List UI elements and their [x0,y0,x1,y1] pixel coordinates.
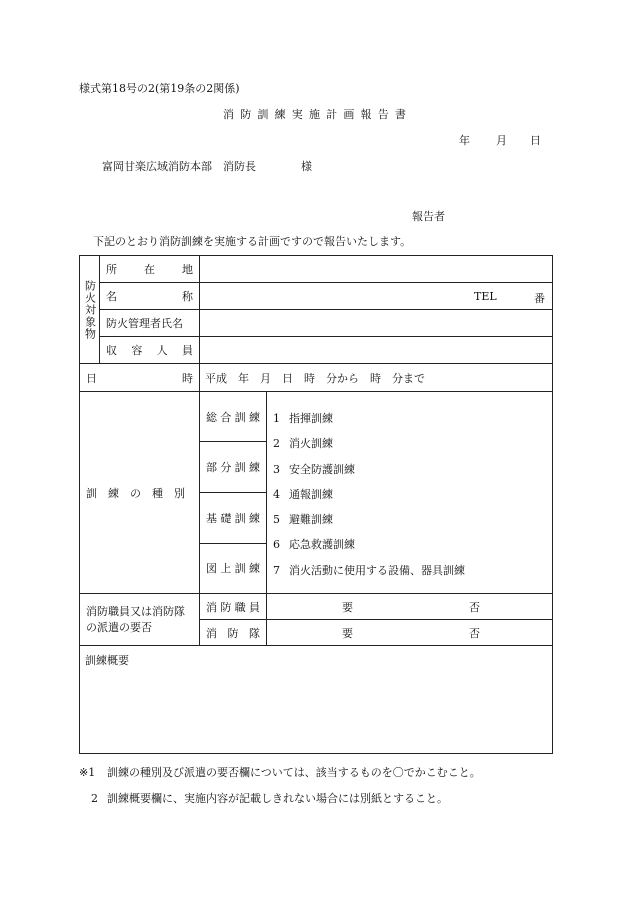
note-1: ※1 訓練の種別及び派遣の要否欄については、該当するものを〇でかこむこと。 [79,766,481,779]
dispatch-staff-field[interactable] [267,594,553,620]
location-label: 所 在 地 [100,256,200,283]
fire-manager-field[interactable] [200,310,553,337]
category-basic[interactable]: 基 礎 訓 練 [200,493,267,543]
category-partial[interactable]: 部 分 訓 練 [200,442,267,493]
category-comprehensive[interactable]: 総 合 訓 練 [200,392,267,442]
report-form-table [79,255,553,754]
form-number: 様式第18号の2(第19条の2関係) [79,82,240,95]
datetime-label: 日 時 [80,364,200,392]
summary-label: 訓練概要 [85,654,129,667]
training-item[interactable]: 4 通報訓練 [273,488,333,501]
training-item-list [267,392,553,594]
year-label: 年 [459,134,470,147]
training-item[interactable]: 7 消火活動に使用する設備、器具訓練 [273,564,465,577]
training-item[interactable]: 3 安全防護訓練 [273,463,355,476]
dispatch-staff-yes[interactable]: 要 [342,600,353,614]
training-item[interactable]: 2 消火訓練 [273,437,333,450]
dispatch-staff-label: 消 防 職 員 [200,594,267,620]
training-item[interactable]: 5 避難訓練 [273,513,333,526]
addressee-honorific: 様 [301,160,312,173]
note-2: 2 訓練概要欄に、実施内容が記載しきれない場合には別紙とすること。 [91,792,448,805]
category-tabletop[interactable]: 図 上 訓 練 [200,543,267,593]
training-item[interactable]: 6 応急救護訓練 [273,538,355,551]
document-title: 消 防 訓 練 実 施 計 画 報 告 書 [223,108,406,121]
tel-suffix: 番 [534,292,545,305]
tel-label: TEL [474,290,497,303]
dispatch-label: 消防職員又は消防隊の派遣の要否 [80,594,200,646]
target-group-label: 防火対象物 [80,256,100,364]
facility-name-label: 名 称 [100,283,200,310]
training-type-label: 訓 練 の 種 別 [80,392,200,594]
dispatch-team-label: 消 防 隊 [200,620,267,646]
dispatch-team-no[interactable]: 否 [469,626,480,640]
datetime-field[interactable]: 平成 年 月 日 時 分から 時 分まで [200,364,553,392]
capacity-field[interactable] [200,337,553,364]
intro-text: 下記のとおり消防訓練を実施する計画ですので報告いたします。 [93,235,412,248]
dispatch-team-yes[interactable]: 要 [342,626,353,640]
training-item[interactable]: 1 指揮訓練 [273,412,333,425]
dispatch-team-field[interactable] [267,620,553,646]
facility-name-field[interactable] [200,283,553,310]
month-label: 月 [496,134,507,147]
dispatch-staff-no[interactable]: 否 [469,600,480,614]
day-label: 日 [530,134,541,147]
summary-field[interactable] [80,646,553,754]
location-field[interactable] [200,256,553,283]
fire-manager-label: 防火管理者氏名 [100,310,200,337]
addressee-name: 富岡甘楽広域消防本部 消防長 [102,160,256,173]
reporter-label: 報告者 [412,210,445,223]
capacity-label: 収 容 人 員 [100,337,200,364]
